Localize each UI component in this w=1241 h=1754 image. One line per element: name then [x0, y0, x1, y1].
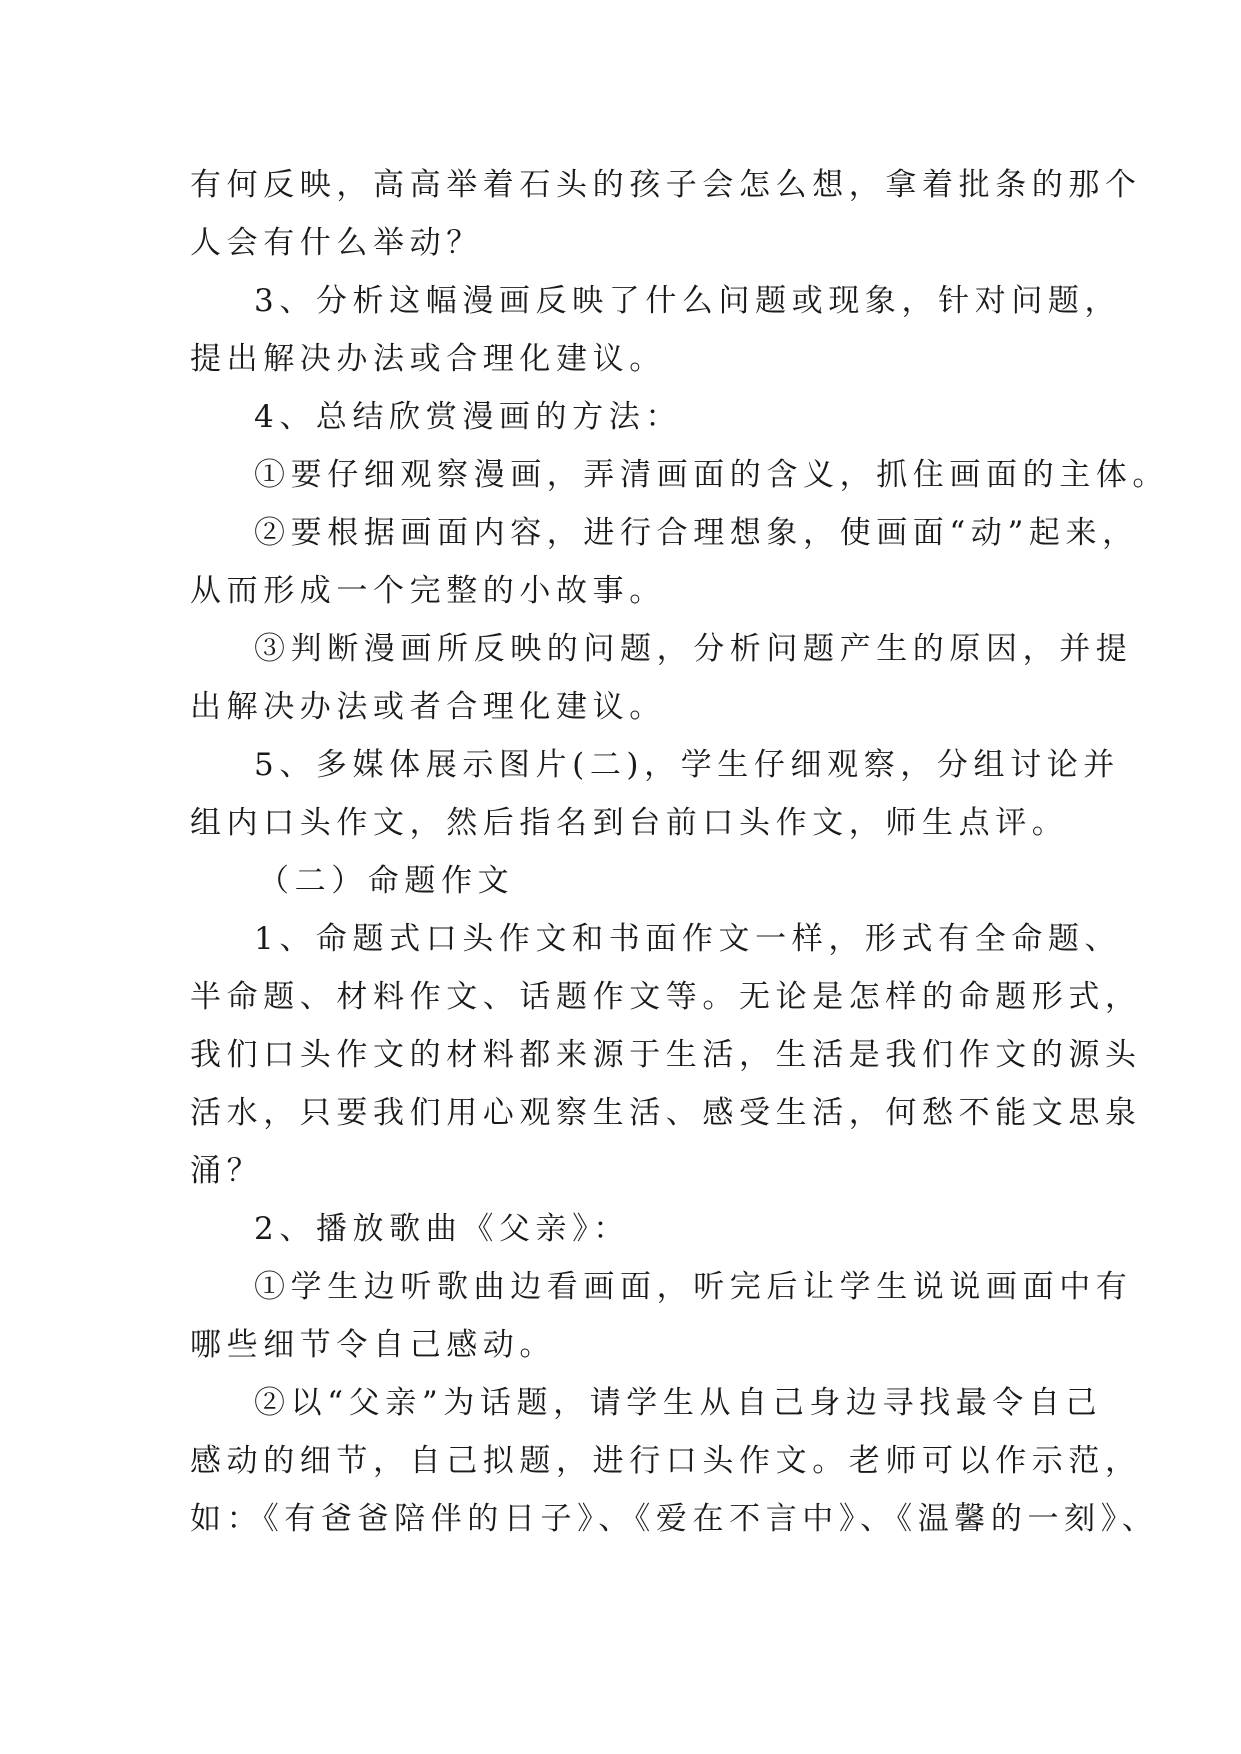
text-line: 我们口头作文的材料都来源于生活，生活是我们作文的源头: [190, 1037, 1142, 1073]
text-line: ②要根据画面内容，进行合理想象，使画面“动”起来，: [254, 515, 1139, 551]
text-line: 涌？: [190, 1153, 264, 1189]
text-line: 1、命题式口头作文和书面作文一样，形式有全命题、: [254, 921, 1122, 957]
text-line: 5、多媒体展示图片(二)，学生仔细观察，分组讨论并: [254, 747, 1120, 783]
text-line: 哪些细节令自己感动。: [190, 1327, 556, 1363]
text-line: 4、总结欣赏漫画的方法：: [254, 399, 682, 435]
text-line: ①要仔细观察漫画，弄清画面的含义，抓住画面的主体。: [254, 457, 1169, 493]
text-line: 半命题、材料作文、话题作文等。无论是怎样的命题形式，: [190, 979, 1142, 1015]
section-heading: （二）命题作文: [258, 863, 515, 899]
text-line: 2、播放歌曲《父亲》：: [254, 1211, 630, 1247]
text-line: 出解决办法或者合理化建议。: [190, 689, 666, 725]
text-line: ②以“父亲”为话题，请学生从自己身边寻找最令自己: [254, 1385, 1103, 1421]
text-line: 活水，只要我们用心观察生活、感受生活，何愁不能文思泉: [190, 1095, 1142, 1131]
text-line: 3、分析这幅漫画反映了什么问题或现象，针对问题，: [254, 283, 1122, 319]
text-line: 感动的细节，自己拟题，进行口头作文。老师可以作示范，: [190, 1443, 1142, 1479]
text-line: 从而形成一个完整的小故事。: [190, 573, 666, 609]
text-line: ③判断漫画所反映的问题，分析问题产生的原因，并提: [254, 631, 1133, 667]
text-line: ①学生边听歌曲边看画面，听完后让学生说说画面中有: [254, 1269, 1133, 1305]
text-line: 提出解决办法或合理化建议。: [190, 341, 666, 377]
text-line: 人会有什么举动？: [190, 225, 483, 261]
text-line: 如：《有爸爸陪伴的日子》、《爱在不言中》、《温馨的一刻》、: [190, 1501, 1159, 1537]
text-line: 有何反映，高高举着石头的孩子会怎么想，拿着批条的那个: [190, 167, 1142, 203]
text-line: 组内口头作文，然后指名到台前口头作文，师生点评。: [190, 805, 1069, 841]
